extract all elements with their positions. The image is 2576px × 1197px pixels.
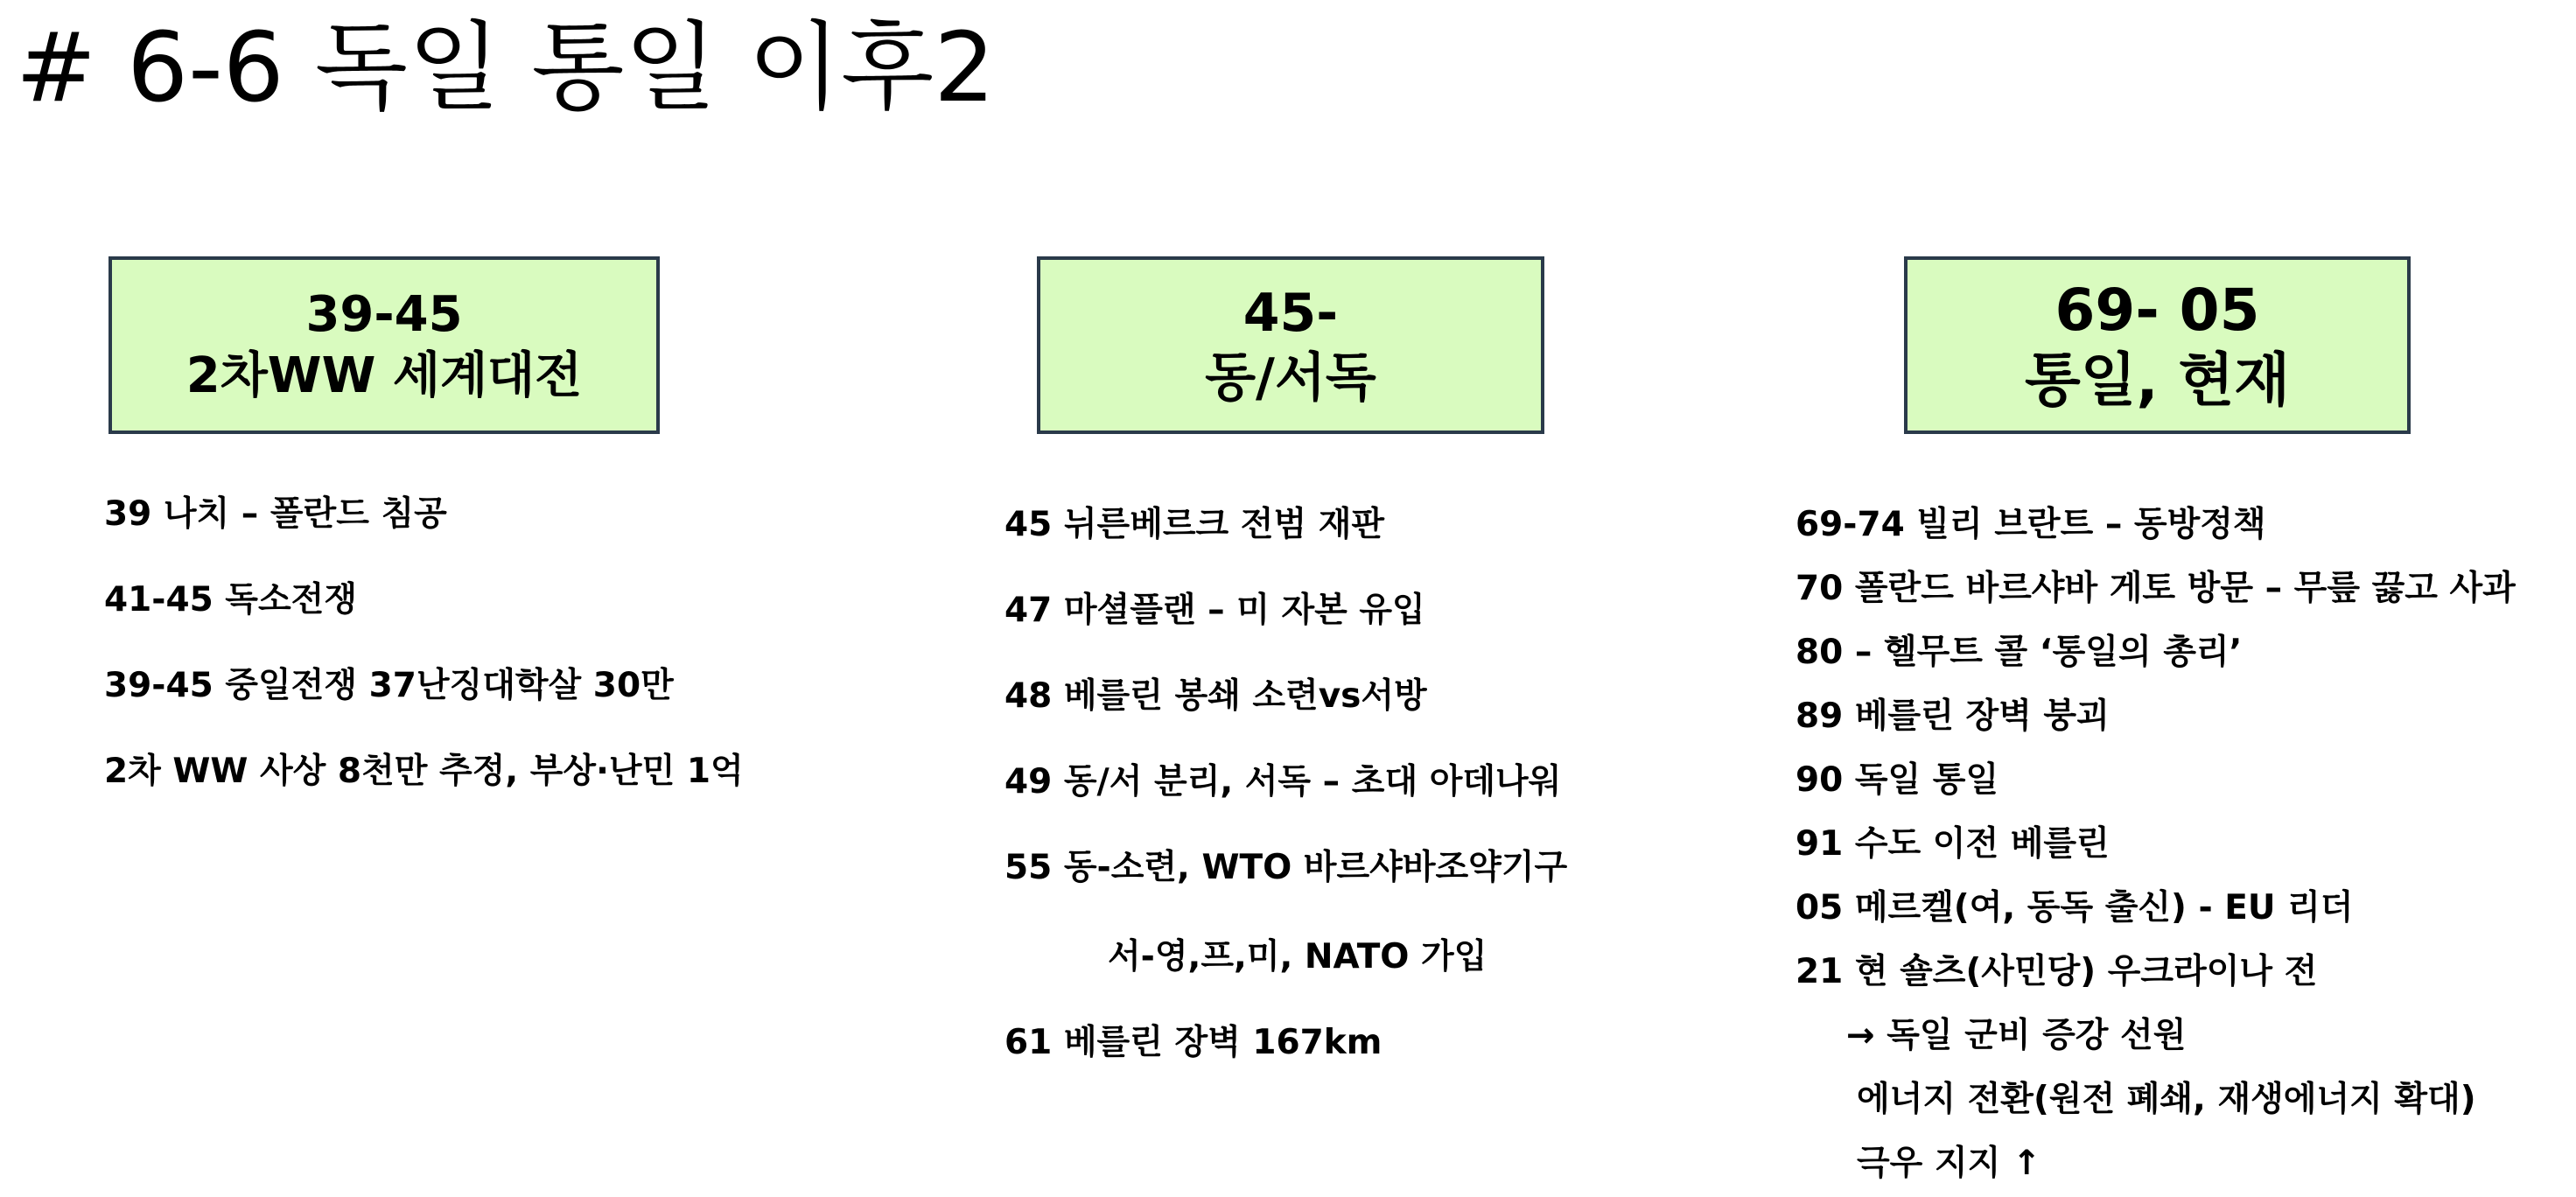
event-item: 48 베를린 봉쇄 소련vs서방 [1004,676,1427,716]
event-item: 55 동-소련, WTO 바르샤바조약기구 [1004,848,1568,887]
event-item: → 독일 군비 증강 선원 [1846,1016,2187,1055]
event-item: 21 현 숄츠(사민당) 우크라이나 전 [1796,952,2318,991]
event-item: 89 베를린 장벽 붕괴 [1796,696,2110,736]
event-item: 91 수도 이전 베를린 [1796,824,2110,864]
event-item: 39-45 중일전쟁 37난징대학살 30만 [104,666,674,705]
event-item: 90 독일 통일 [1796,760,1999,800]
event-item: 61 베를린 장벽 167km [1004,1023,1382,1062]
event-item: 80 – 헬무트 콜 ‘통일의 총리’ [1796,633,2243,672]
period-box-ww2 [108,256,660,434]
event-item: 47 마셜플랜 – 미 자본 유입 [1004,591,1425,630]
event-item: 39 나치 – 폴란드 침공 [104,494,447,534]
event-item: 41-45 독소전쟁 [104,580,358,620]
period-years: 45- [1242,282,1339,344]
event-item: 2차 WW 사상 8천만 추정, 부상·난민 1억 [104,752,744,791]
event-item: 69-74 빌리 브란트 – 동방정책 [1796,505,2266,544]
period-years: 39-45 [305,285,463,343]
event-item: 에너지 전환(원전 폐쇄, 재생에너지 확대) [1857,1080,2476,1119]
period-label: 2차WW 세계대전 [186,346,583,404]
event-item: 극우 지지 ↑ [1857,1144,2041,1183]
event-item: 45 뉘른베르크 전범 재판 [1004,505,1385,544]
event-item: 서-영,프,미, NATO 가입 [1108,937,1488,976]
event-item: 05 메르켈(여, 동독 출신) - EU 리더 [1796,888,2354,928]
event-item: 70 폴란드 바르샤바 게토 방문 – 무릎 끓고 사과 [1796,569,2516,608]
period-label: 동/서독 [1205,346,1376,409]
period-years: 69- 05 [2054,276,2260,344]
period-label: 통일, 현재 [2024,346,2291,414]
page-title: # 6-6 독일 통일 이후2 [16,11,996,123]
period-box-reunification [1904,256,2411,434]
period-box-east-west-germany [1037,256,1544,434]
event-item: 49 동/서 분리, 서독 – 초대 아데나워 [1004,762,1562,802]
